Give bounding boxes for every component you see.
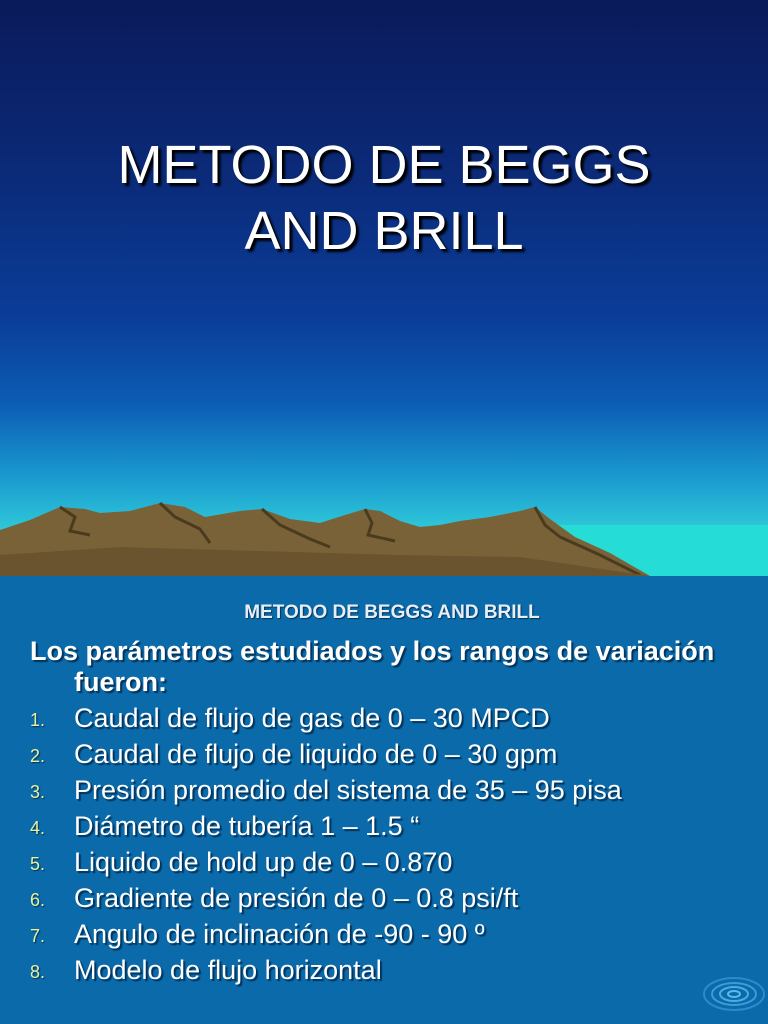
item-number: 7. bbox=[30, 926, 46, 946]
item-number: 2. bbox=[30, 746, 46, 766]
item-text: Diámetro de tubería 1 – 1.5 “ bbox=[74, 811, 420, 841]
item-text: Gradiente de presión de 0 – 0.8 psi/ft bbox=[74, 883, 519, 913]
water-ripple-icon bbox=[700, 966, 768, 1020]
item-text: Modelo de flujo horizontal bbox=[74, 955, 382, 985]
item-number: 3. bbox=[30, 782, 46, 802]
item-text: Caudal de flujo de liquido de 0 – 30 gpm bbox=[74, 739, 558, 769]
item-text: Angulo de inclinación de -90 - 90 º bbox=[74, 919, 485, 949]
item-number: 8. bbox=[30, 962, 46, 982]
title-line-2: AND BRILL bbox=[244, 201, 524, 261]
intro-text: Los parámetros estudiados y los rangos de variación fueron: bbox=[30, 636, 715, 697]
slide-2 bbox=[0, 576, 768, 1024]
item-number: 4. bbox=[30, 818, 46, 838]
mountain-landscape bbox=[0, 495, 768, 576]
item-text: Presión promedio del sistema de 35 – 95 pisa bbox=[74, 775, 622, 805]
item-text: Caudal de flujo de gas de 0 – 30 MPCD bbox=[74, 703, 550, 733]
item-number: 1. bbox=[30, 710, 46, 730]
title-line-1: METODO DE BEGGS bbox=[117, 135, 651, 195]
item-number: 5. bbox=[30, 854, 46, 874]
item-number: 6. bbox=[30, 890, 46, 910]
slide-2-subtitle: METODO DE BEGGS AND BRILL bbox=[244, 602, 540, 623]
item-text: Liquido de hold up de 0 – 0.870 bbox=[74, 847, 453, 877]
slide-title bbox=[0, 132, 768, 264]
